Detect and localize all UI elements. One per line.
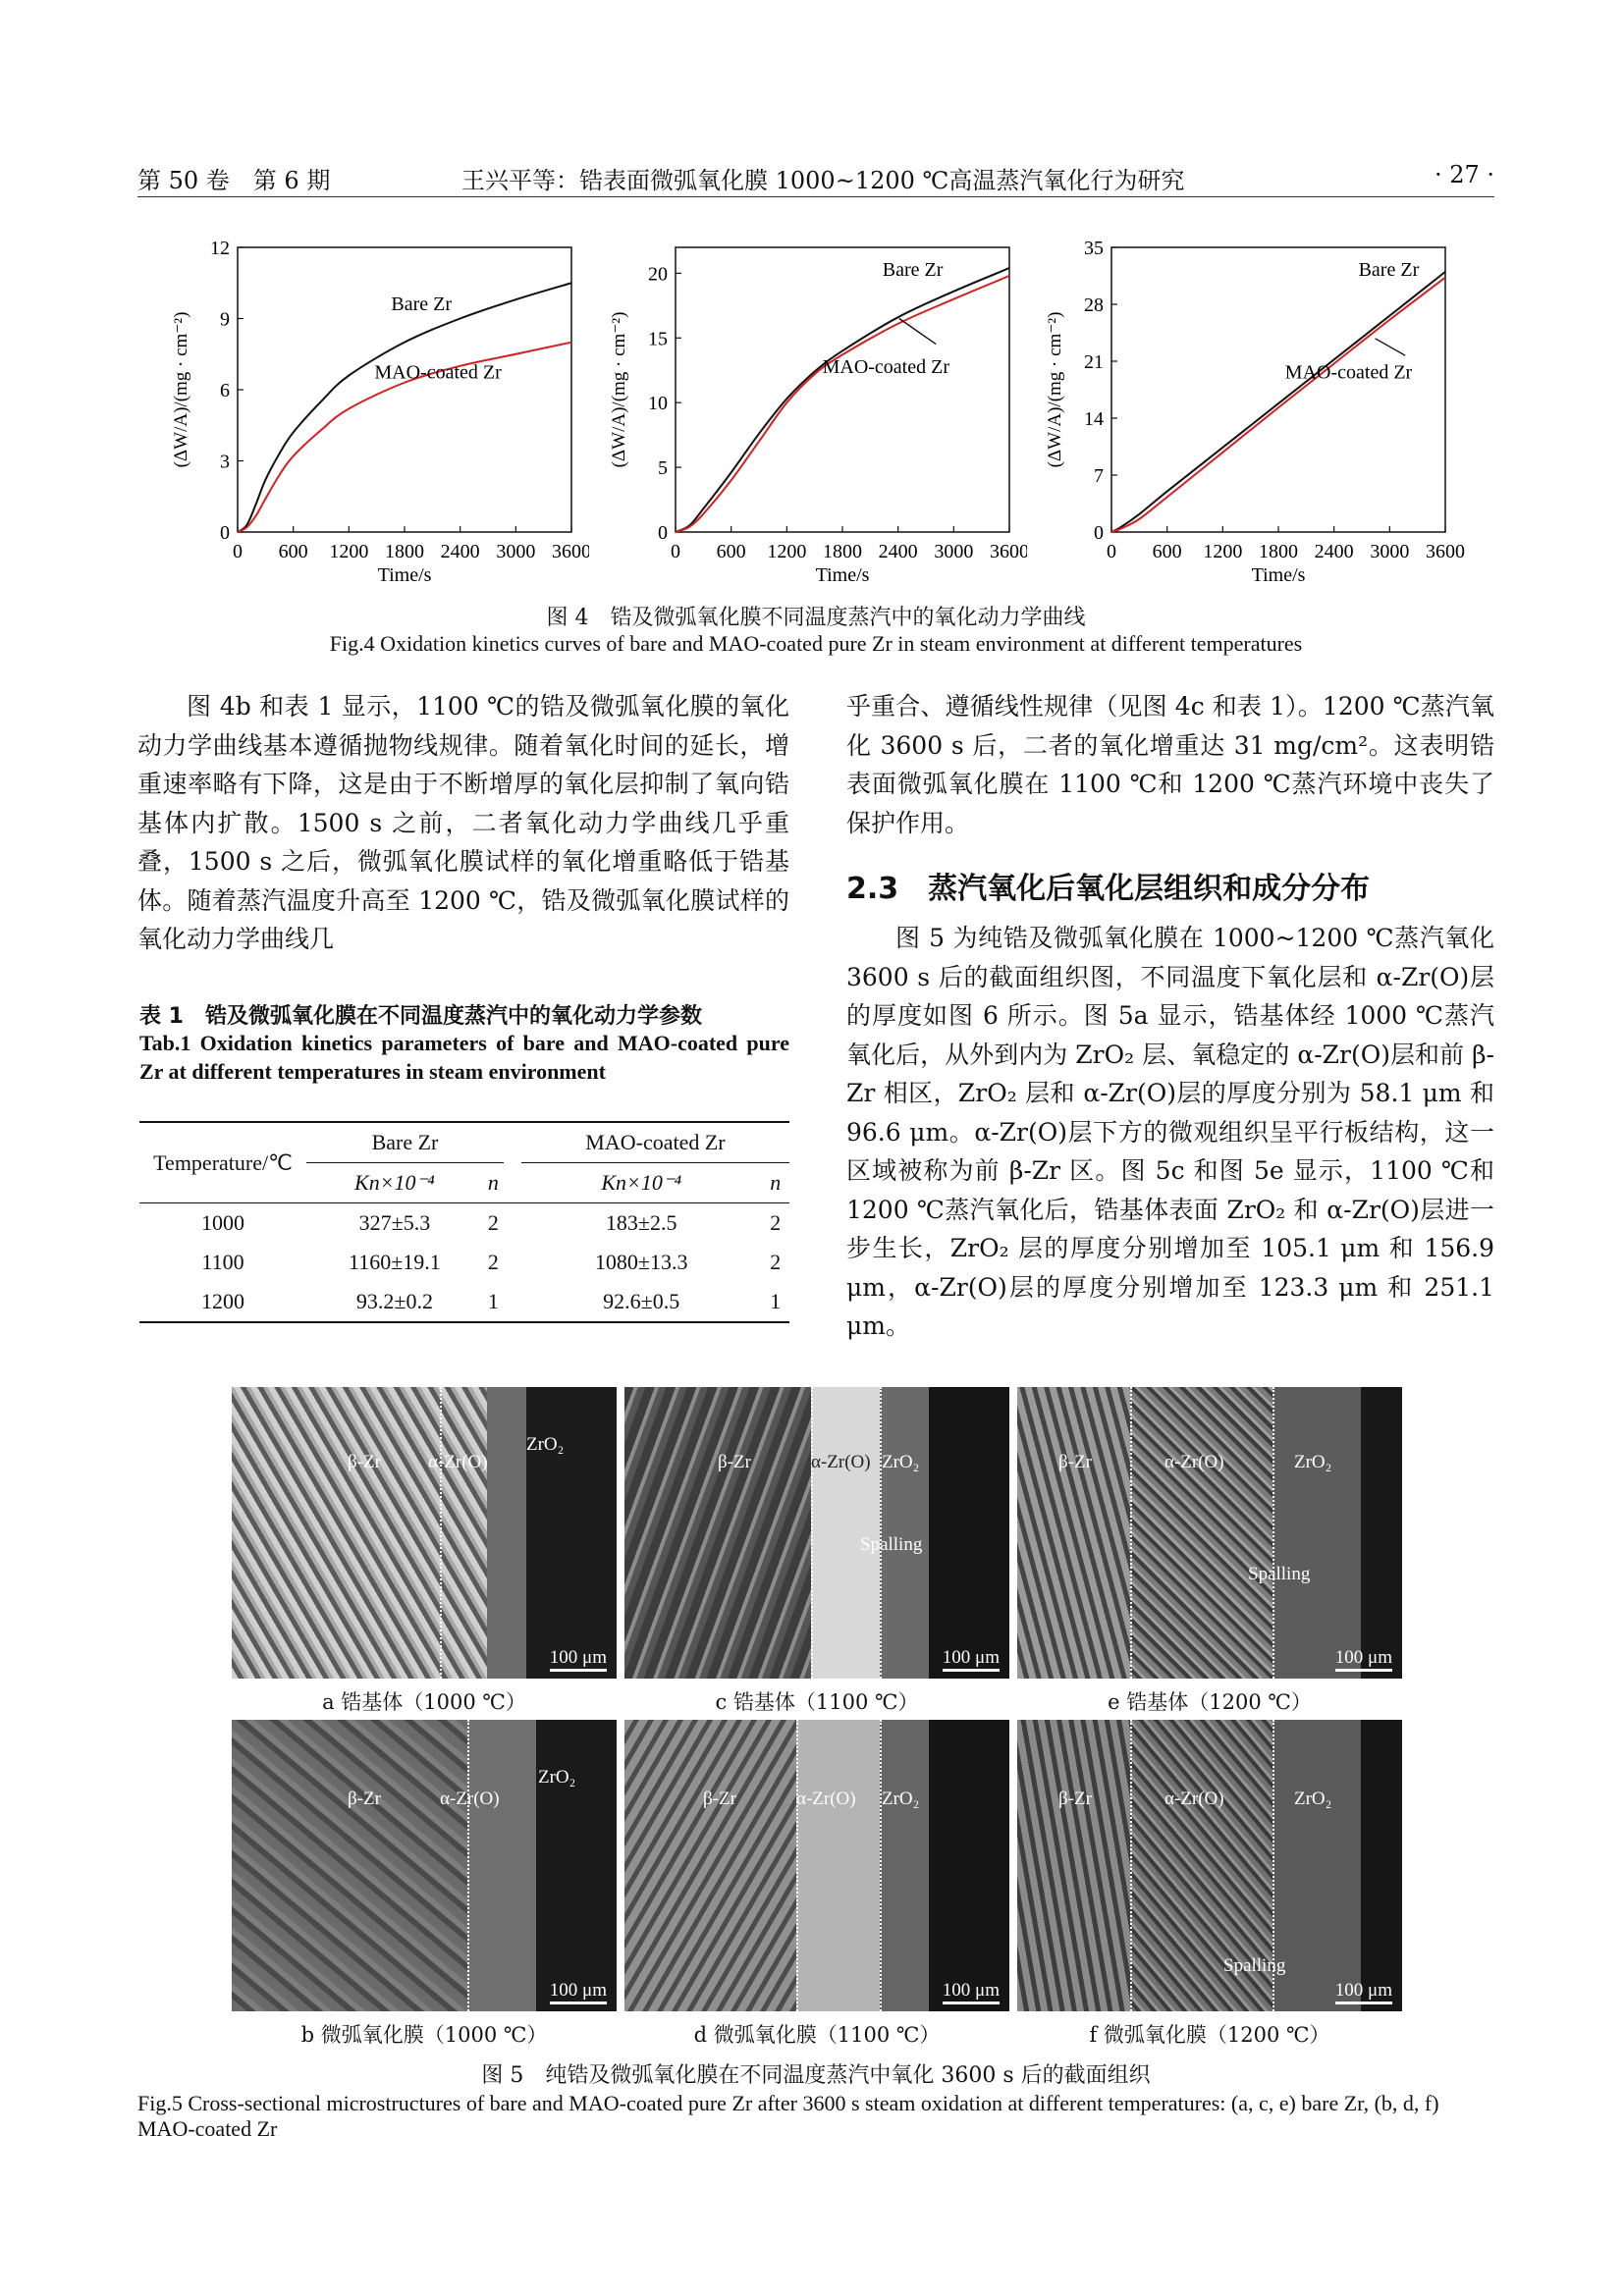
- x-tick-label: 1200: [329, 541, 369, 562]
- cell: 183±2.5: [605, 1210, 677, 1235]
- x-tick-label: 1800: [1259, 541, 1298, 562]
- label-alpha: α-Zr(O): [440, 1789, 500, 1809]
- x-axis-label: Time/s: [1251, 564, 1306, 586]
- chart-b: [585, 224, 1027, 601]
- th-k-mao: Kn×10⁻⁴: [601, 1170, 682, 1195]
- fig5-caption-cn: 图 5 纯锆及微弧氧化膜在不同温度蒸汽中氧化 3600 s 后的截面组织: [481, 2063, 1151, 2088]
- y-tick-label: 12: [210, 238, 230, 259]
- y-axis-label: (ΔW/A)/(mg · cm⁻²): [171, 311, 191, 468]
- label-oxide: ZrO₂: [538, 1767, 576, 1788]
- micrograph-c: [624, 1387, 1009, 1679]
- caption-b: b 微弧氧化膜（1000 ℃）: [300, 2023, 548, 2047]
- cell: 1: [770, 1289, 782, 1313]
- label-alpha: α-Zr(O): [1164, 1789, 1224, 1809]
- annotation-arrow: [1376, 339, 1406, 355]
- label-beta: β-Zr: [718, 1452, 751, 1472]
- cell: 2: [770, 1210, 782, 1235]
- label-alpha: α-Zr(O): [796, 1789, 856, 1809]
- y-tick-label: 0: [220, 522, 230, 544]
- th-mao: MAO-coated Zr: [521, 1122, 789, 1163]
- x-tick-label: 3600: [1426, 541, 1465, 562]
- label-beta: β-Zr: [703, 1789, 736, 1809]
- x-tick-label: 3600: [552, 541, 589, 562]
- label-alpha: α-Zr(O): [811, 1452, 871, 1472]
- th-temperature: Temperature/℃: [139, 1122, 306, 1203]
- label-alpha: α-Zr(O): [1164, 1452, 1224, 1472]
- cell: 327±5.3: [358, 1210, 431, 1235]
- label-beta: β-Zr: [1058, 1452, 1092, 1472]
- label-beta: β-Zr: [348, 1452, 381, 1472]
- micrograph-b: [232, 1720, 617, 2011]
- x-tick-label: 600: [1152, 541, 1182, 562]
- table-caption-en: Tab.1 Oxidation kinetics parameters of bare and MAO-coated pure Zr at different temperatures in steam environment: [139, 1031, 789, 1084]
- table-row: [139, 1243, 789, 1282]
- cell: 93.2±0.2: [355, 1289, 433, 1313]
- y-tick-label: 35: [1084, 238, 1104, 259]
- chart-c-svg: [1021, 224, 1473, 597]
- x-tick-label: 600: [716, 541, 746, 562]
- right-paragraph-2: 图 5 为纯锆及微弧氧化膜在 1000~1200 ℃蒸汽氧化 3600 s 后的截面组织图，不同温度下氧化层和 α-Zr(O)层的厚度如图 6 所示。图 5a 显示，锆基体经 1000 ℃蒸汽氧化后，从外到内为 ZrO₂ 层、氧稳定的 α-Zr(O)层和前 β-Zr 相区，ZrO₂ 层和 α-Zr(O)层的厚度分别为 58.1 μm 和 96.6 μm。α-Zr(O)层下方的微观组织呈平行板结构，这一区域被称为前 β-Zr 区。图 5c 和图 5e 显示，1100 ℃和 1200 ℃蒸汽氧化后，锆基体表面 ZrO₂ 和 α-Zr(O)层进一步生长，ZrO₂ 层的厚度分别增加至 105.1 μm 和 156.9 μm，α-Zr(O)层的厚度分别增加至 123.3 μm 和 251.1 μm。: [846, 924, 1494, 1340]
- label-oxide: ZrO₂: [882, 1452, 920, 1472]
- x-tick-label: 0: [233, 541, 243, 562]
- micrograph-d: [624, 1720, 1009, 2011]
- cell: 92.6±0.5: [603, 1289, 680, 1313]
- y-tick-label: 21: [1084, 351, 1104, 373]
- chart-b-svg: [585, 224, 1027, 597]
- x-tick-label: 1800: [823, 541, 862, 562]
- left-column: [137, 687, 789, 959]
- label-oxide: ZrO₂: [882, 1789, 920, 1809]
- series-line-bare-zr: [676, 268, 1009, 532]
- chart-a-svg: [147, 224, 589, 597]
- caption-e: e 锆基体（1200 ℃）: [1108, 1690, 1312, 1714]
- x-tick-label: 3600: [990, 541, 1027, 562]
- x-tick-label: 3000: [934, 541, 974, 562]
- running-header: [137, 153, 1494, 197]
- cell: 1: [487, 1289, 499, 1313]
- scale-bar: 100 μm: [942, 1980, 1000, 2001]
- table-row: [139, 1203, 789, 1244]
- scale-bar: 100 μm: [1334, 1647, 1392, 1668]
- x-tick-label: 2400: [878, 541, 918, 562]
- right-column-top: [846, 687, 1494, 842]
- page-number: · 27 ·: [1434, 161, 1494, 188]
- legend-label-bare-zr: Bare Zr: [391, 294, 453, 315]
- th-n-bare: n: [487, 1170, 499, 1195]
- legend-label-mao-coated-zr: MAO-coated Zr: [822, 355, 950, 378]
- y-tick-label: 6: [220, 380, 230, 401]
- scale-bar: 100 μm: [942, 1647, 1000, 1668]
- cell: 1100: [201, 1250, 244, 1274]
- fig4-caption-cn: 图 4 锆及微弧氧化膜不同温度蒸汽中的氧化动力学曲线: [546, 606, 1086, 630]
- legend-label-mao-coated-zr: MAO-coated Zr: [1284, 361, 1413, 384]
- caption-f: f 微弧氧化膜（1200 ℃）: [1089, 2023, 1330, 2047]
- scale-bar: 100 μm: [549, 1980, 607, 2001]
- y-axis-label: (ΔW/A)/(mg · cm⁻²): [609, 311, 629, 468]
- y-tick-label: 5: [658, 457, 668, 480]
- series-line-bare-zr: [238, 283, 571, 532]
- label-oxide: ZrO₂: [526, 1434, 565, 1455]
- y-tick-label: 3: [220, 451, 230, 473]
- kinetics-table: [139, 1121, 789, 1323]
- left-paragraph: 图 4b 和表 1 显示，1100 ℃的锆及微弧氧化膜的氧化动力学曲线基本遵循抛物线规律。随着氧化时间的延长，增重速率略有下降，这是由于不断增厚的氧化层抑制了氧向锆基体内扩散。1500 s 之前，二者氧化动力学曲线几乎重叠，1500 s 之后，微弧氧化膜试样的氧化增重略低于锆基体。随着蒸汽温度升高至 1200 ℃，锆及微弧氧化膜试样的氧化动力学曲线几: [137, 692, 789, 953]
- series-line-mao-coated-zr: [676, 276, 1009, 532]
- x-tick-label: 2400: [440, 541, 480, 562]
- x-tick-label: 0: [1107, 541, 1116, 562]
- fig5-caption-en: Fig.5 Cross-sectional microstructures of bare and MAO-coated pure Zr after 3600 s steam oxidation at different temperatures: (a, c, e) bare Zr, (b, d, f) MAO-coated Zr: [137, 2091, 1439, 2141]
- label-beta: β-Zr: [348, 1789, 381, 1809]
- right-column-bottom: [846, 919, 1494, 1346]
- y-tick-label: 9: [220, 308, 230, 331]
- x-tick-label: 3000: [496, 541, 536, 562]
- x-tick-label: 600: [278, 541, 308, 562]
- x-axis-label: Time/s: [815, 564, 870, 586]
- plot-frame: [238, 247, 571, 532]
- article-title: 王兴平等：锆表面微弧氧化膜 1000~1200 ℃高温蒸汽氧化行为研究: [461, 167, 1185, 194]
- cell: 2: [770, 1250, 782, 1274]
- table-caption-cn: 表 1 锆及微弧氧化膜在不同温度蒸汽中的氧化动力学参数: [139, 1004, 702, 1029]
- y-axis-label: (ΔW/A)/(mg · cm⁻²): [1045, 311, 1065, 468]
- plot-frame: [1111, 247, 1445, 532]
- y-tick-label: 10: [648, 393, 668, 415]
- chart-c: [1021, 224, 1473, 601]
- y-tick-label: 28: [1084, 294, 1104, 316]
- x-tick-label: 3000: [1370, 541, 1410, 562]
- caption-d: d 微弧氧化膜（1100 ℃）: [693, 2023, 941, 2047]
- caption-a: a 锆基体（1000 ℃）: [322, 1690, 526, 1714]
- annotation-arrow: [899, 319, 936, 345]
- x-axis-label: Time/s: [377, 564, 432, 586]
- legend-label-mao-coated-zr: MAO-coated Zr: [374, 361, 502, 384]
- y-tick-label: 7: [1094, 465, 1104, 487]
- x-tick-label: 0: [671, 541, 680, 562]
- label-spalling: Spalling: [1248, 1564, 1311, 1584]
- label-spalling: Spalling: [1223, 1955, 1286, 1976]
- y-tick-label: 0: [658, 522, 668, 544]
- micrograph-e: [1017, 1387, 1402, 1679]
- th-n-mao: n: [770, 1170, 782, 1195]
- label-oxide: ZrO₂: [1294, 1789, 1332, 1809]
- series-line-bare-zr: [1111, 272, 1445, 532]
- label-spalling: Spalling: [860, 1534, 923, 1555]
- y-tick-label: 15: [648, 328, 668, 350]
- label-beta: β-Zr: [1058, 1789, 1092, 1809]
- legend-label-bare-zr: Bare Zr: [882, 259, 944, 282]
- th-bare: Bare Zr: [306, 1122, 504, 1163]
- x-tick-label: 1800: [385, 541, 424, 562]
- scale-bar: 100 μm: [1334, 1980, 1392, 2001]
- micrograph-f: [1017, 1720, 1402, 2011]
- cell: 2: [487, 1250, 499, 1274]
- legend-label-bare-zr: Bare Zr: [1358, 259, 1420, 282]
- micrograph-a: [232, 1387, 617, 1679]
- cell: 1000: [201, 1210, 244, 1235]
- scale-bar: 100 μm: [549, 1647, 607, 1668]
- label-alpha: α-Zr(O): [428, 1452, 488, 1472]
- right-paragraph-1: 乎重合、遵循线性规律（见图 4c 和表 1）。1200 ℃蒸汽氧化 3600 s 后，二者的氧化增重达 31 mg/cm²。这表明锆表面微弧氧化膜在 1100 ℃和 1200 ℃蒸汽环境中丧失了保护作用。: [846, 692, 1494, 837]
- y-tick-label: 0: [1094, 522, 1104, 544]
- caption-c: c 锆基体（1100 ℃）: [715, 1690, 919, 1714]
- journal-volume: 第 50 卷 第 6 期: [137, 167, 331, 194]
- cell: 1080±13.3: [594, 1250, 688, 1274]
- chart-a: [147, 224, 589, 601]
- x-tick-label: 1200: [767, 541, 807, 562]
- x-tick-label: 2400: [1314, 541, 1354, 562]
- fig4-caption-en: Fig.4 Oxidation kinetics curves of bare and MAO-coated pure Zr in steam environment at different temperatures: [329, 631, 1303, 656]
- cell: 2: [487, 1210, 499, 1235]
- x-tick-label: 1200: [1203, 541, 1243, 562]
- y-tick-label: 20: [648, 263, 668, 286]
- y-tick-label: 14: [1084, 408, 1104, 430]
- label-oxide: ZrO₂: [1294, 1452, 1332, 1472]
- th-k-bare: Kn×10⁻⁴: [354, 1170, 435, 1195]
- table-row: [139, 1282, 789, 1322]
- plot-frame: [676, 247, 1009, 532]
- section-title: 2.3 蒸汽氧化后氧化层组织和成分分布: [846, 872, 1371, 906]
- cell: 1160±19.1: [349, 1250, 441, 1274]
- cell: 1200: [201, 1289, 244, 1313]
